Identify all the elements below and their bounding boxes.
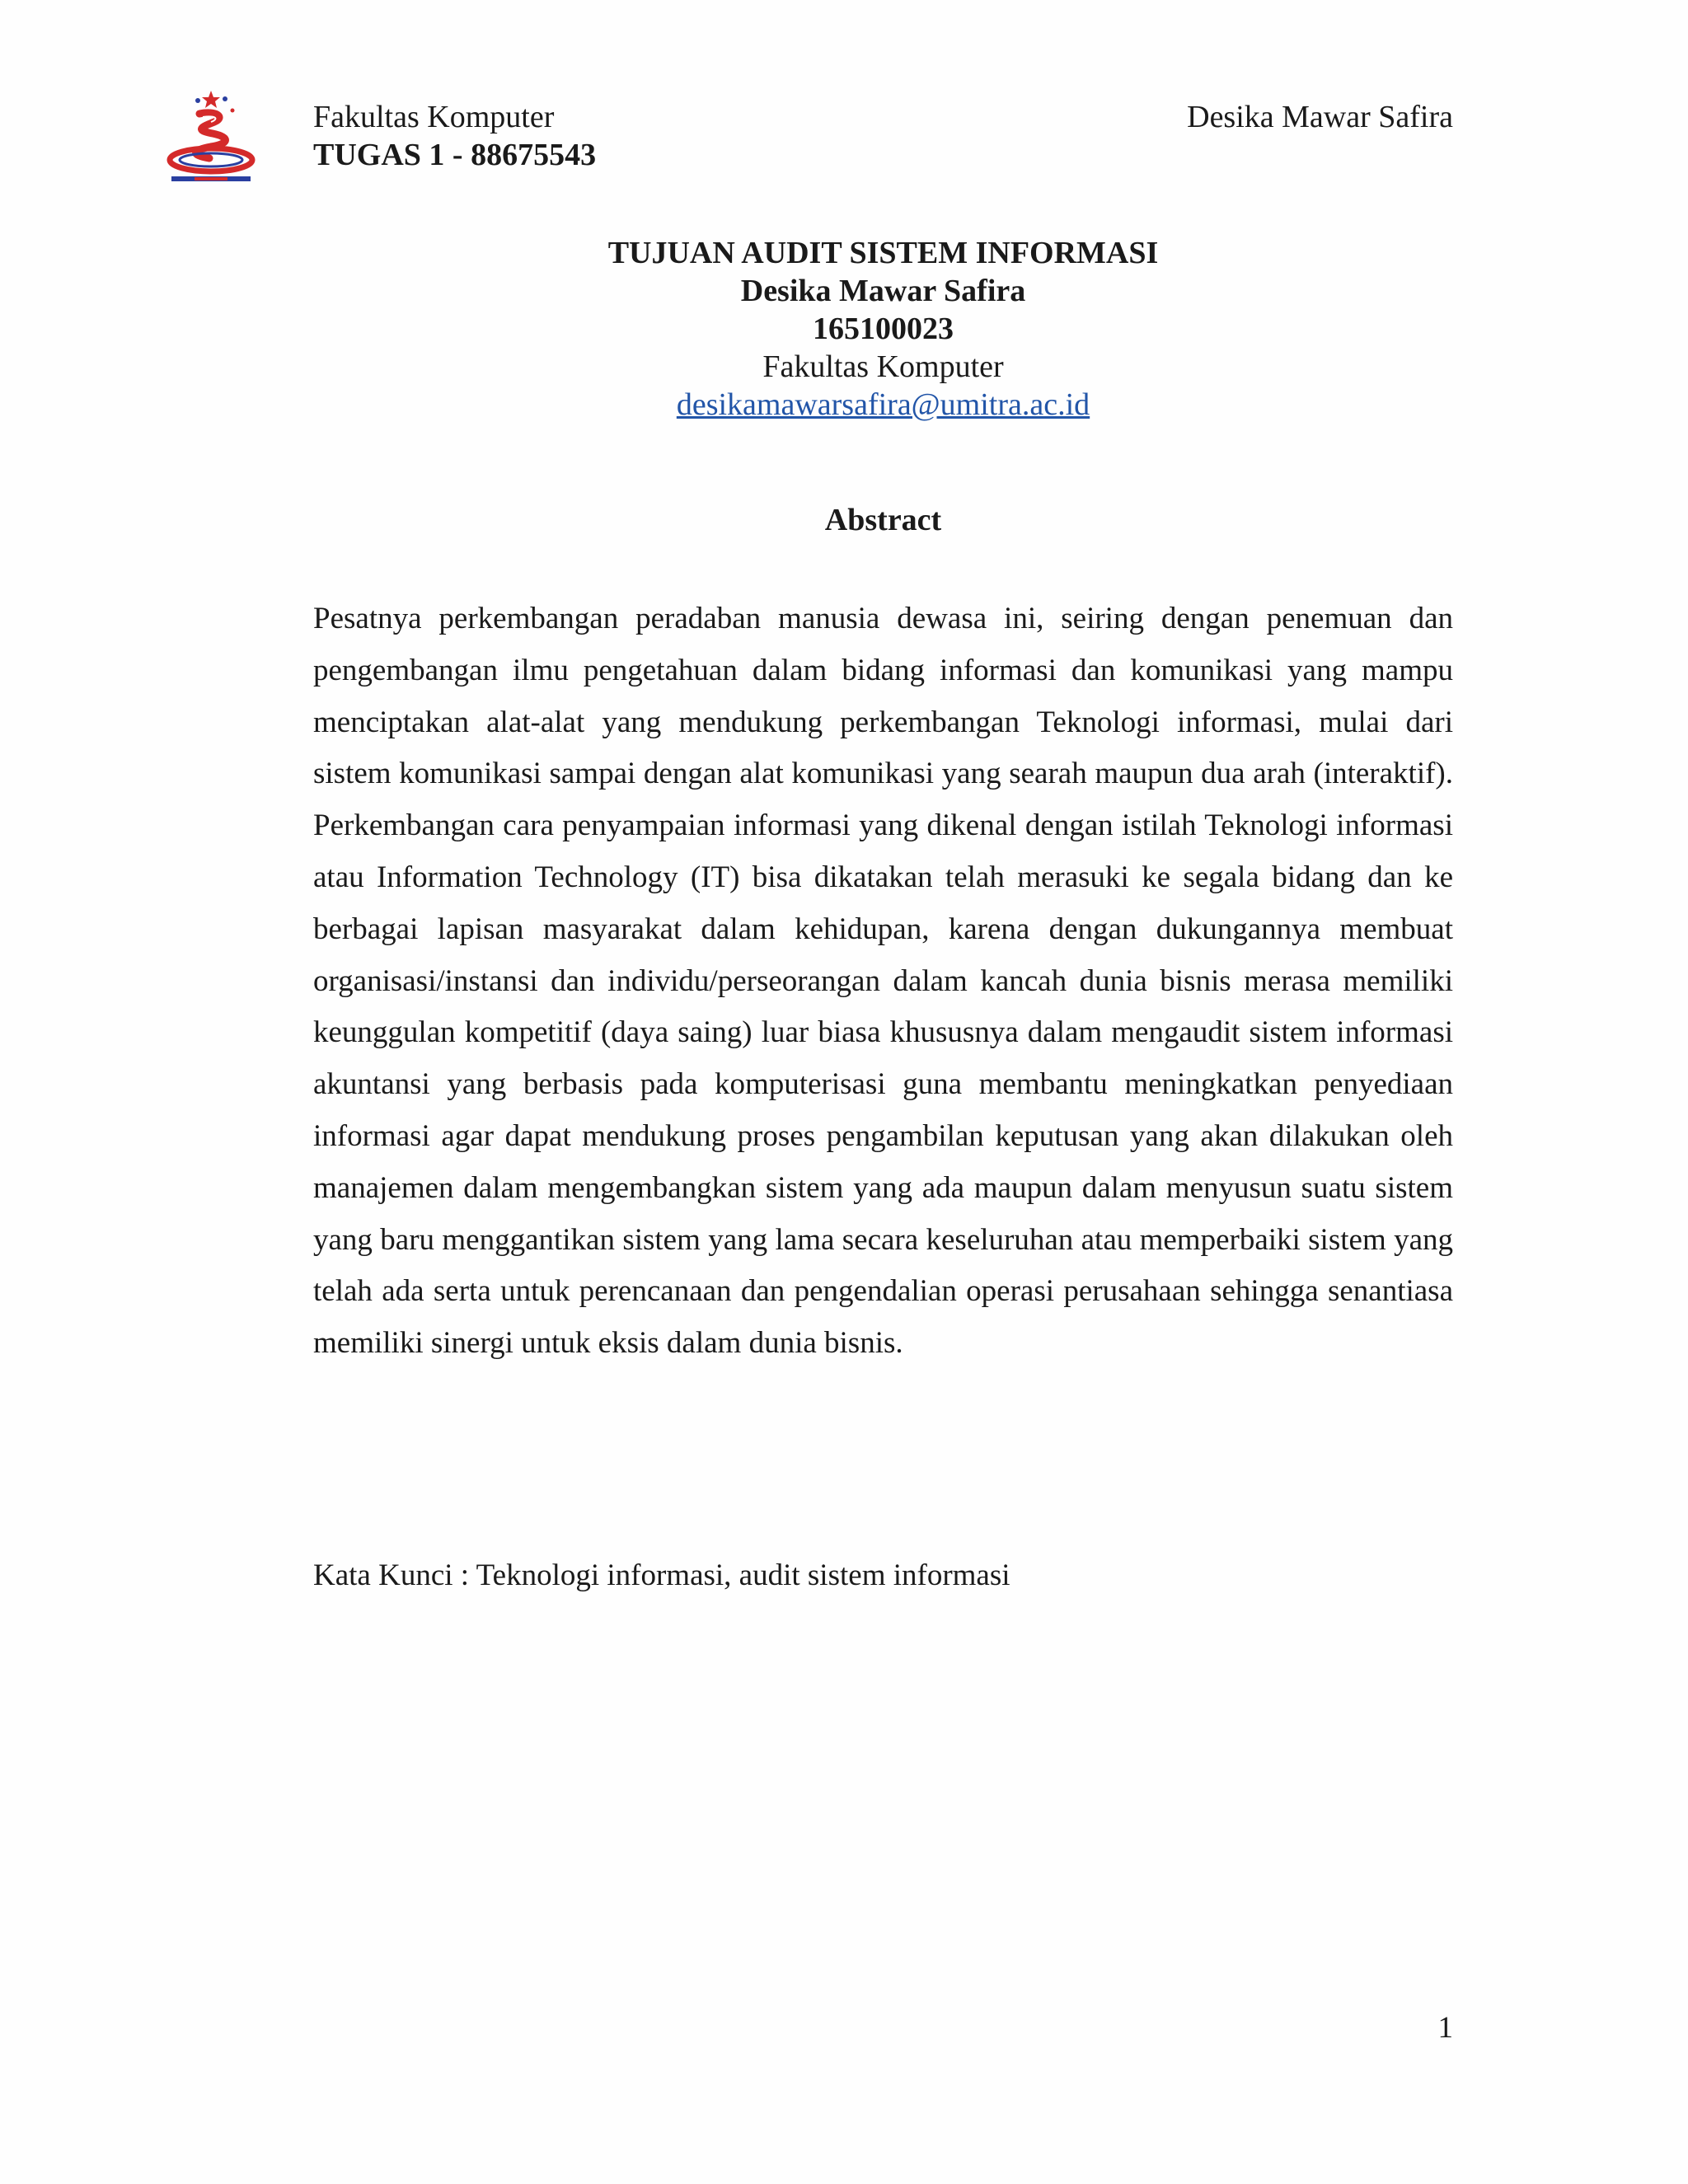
student-id: 165100023	[813, 312, 954, 346]
author-faculty: Fakultas Komputer	[762, 349, 1004, 384]
header-faculty: Fakultas Komputer	[313, 100, 555, 134]
abstract-heading: Abstract	[824, 503, 942, 537]
abstract-body: Pesatnya perkembangan peradaban manusia dewasa ini, seiring dengan penemuan dan pengembangan ilmu pengetahuan dalam bidang informasi dan komunikasi yang mampu menciptakan alat-alat yang mendukung perkembangan Teknologi informasi, mulai dari sistem komunikasi sampai dengan alat komunikasi yang searah maupun dua arah (interaktif). Perkembangan cara penyampaian informasi yang dikenal dengan istilah Teknologi informasi atau Information Technology (IT) bisa dikatakan telah merasuki ke segala bidang dan ke berbagai lapisan masyarakat dalam kehidupan, karena dengan dukungannya membuat organisasi/instansi dan individu/perseorangan dalam kancah dunia bisnis merasa memiliki keunggulan kompetitif (daya saing) luar biasa khususnya dalam mengaudit sistem informasi akuntansi yang berbasis pada komputerisasi guna membantu meningkatkan penyediaan informasi agar dapat mendukung proses pengambilan keputusan yang akan dilakukan oleh manajemen dalam mengembangkan sistem yang ada maupun dalam menyusun suatu sistem yang baru menggantikan sistem yang lama secara keseluruhan atau memperbaiki sistem yang telah ada serta untuk perencanaan dan pengendalian operasi perusahaan sehingga senantiasa memiliki sinergi untuk eksis dalam dunia bisnis.	[313, 602, 1453, 1361]
paper-title: TUJUAN AUDIT SISTEM INFORMASI	[607, 236, 1159, 270]
email-link[interactable]: desikamawarsafira@umitra.ac.id	[676, 387, 1090, 422]
title-block	[313, 234, 1453, 424]
running-header-left	[313, 98, 596, 174]
page-number: 1	[1437, 2011, 1453, 2045]
header-assignment: TUGAS 1 - 88675543	[313, 138, 597, 172]
header-author: Desika Mawar Safira	[1187, 100, 1453, 134]
author-name: Desika Mawar Safira	[740, 274, 1026, 308]
university-logo-icon	[162, 89, 260, 186]
keywords-line: Kata Kunci : Teknologi informasi, audit sistem informasi	[313, 1558, 1010, 1592]
